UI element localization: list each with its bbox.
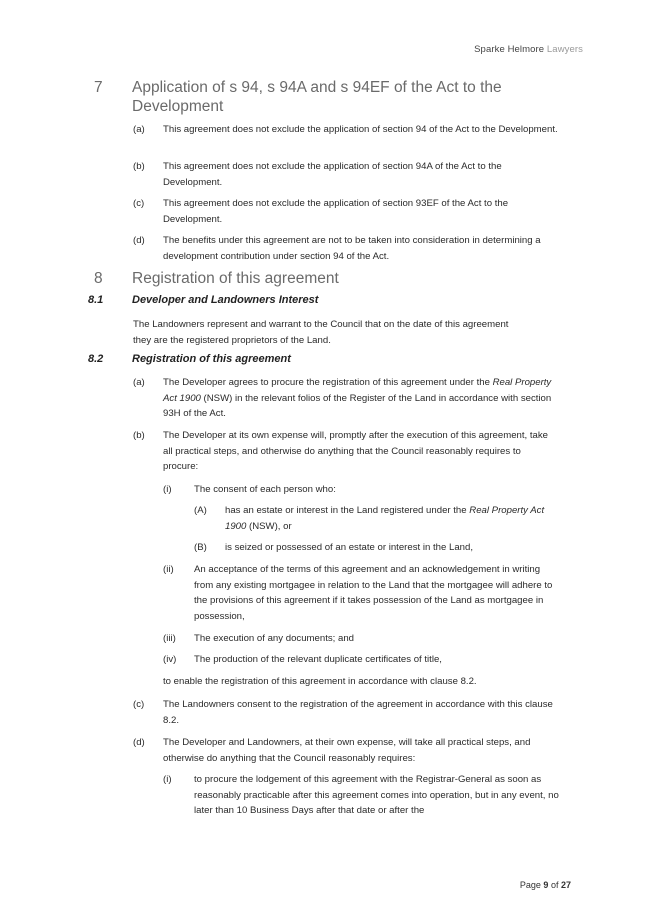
section-number: 8 (94, 270, 103, 287)
item-text: An acceptance of the terms of this agreement and an acknowledgement in writing from any existing mortgagee in relation to the Land that the mortgagee will adhere to the provisions of this agreement if it takes possession of the Land as mortgagee in possession, (194, 564, 553, 622)
firm-suffix: Lawyers (546, 44, 583, 55)
item-text: This agreement does not exclude the application of section 94 of the Act to the Development. (163, 124, 558, 135)
item-label: (B) (194, 542, 207, 553)
item-text: This agreement does not exclude the application of section 93EF of the Act to the Development. (163, 198, 509, 225)
item-label: (b) (133, 161, 145, 172)
item-label: (ii) (163, 564, 174, 575)
item-label: (d) (133, 737, 145, 748)
item-text: is seized or possessed of an estate or interest in the Land, (225, 542, 473, 553)
item-label: (c) (133, 699, 145, 710)
item-label: (d) (133, 235, 145, 246)
s8-2-b-tail: to enable the registration of this agreement in accordance with clause 8.2. (163, 676, 477, 687)
subsection-title: Registration of this agreement (132, 353, 291, 365)
item-text: to procure the lodgement of this agreement with the Registrar-General as soon as reasonably practicable after this agreement comes into operation, but in any event, no later than 10 Business Days after that date or after the (194, 774, 559, 816)
item-label: (i) (163, 484, 172, 495)
item-label: (b) (133, 430, 145, 441)
item-text: The Landowners consent to the registration of the agreement in accordance with this clause 8.2. (163, 699, 553, 726)
item-label: (iv) (163, 654, 177, 665)
subsection-title: Developer and Landowners Interest (132, 294, 319, 306)
item-text: has an estate or interest in the Land registered under the Real Property Act 1900 (NSW), or (225, 505, 545, 532)
item-text: The execution of any documents; and (194, 633, 354, 644)
firm-header (474, 44, 583, 55)
item-label: (A) (194, 505, 207, 516)
subsection-number: 8.1 (88, 294, 104, 306)
item-text: This agreement does not exclude the application of section 94A of the Act to the Development. (163, 161, 502, 188)
item-label: (iii) (163, 633, 176, 644)
item-text: The Developer agrees to procure the registration of this agreement under the Real Property Act 1900 (NSW) in the relevant folios of the Register of the Land in accordance with section 93H of the Act. (163, 377, 552, 419)
s8-1-text: The Landowners represent and warrant to the Council that on the date of this agreement they are the registered proprietors of the Land. (133, 319, 509, 346)
item-text: The Developer at its own expense will, promptly after the execution of this agreement, take all practical steps, and otherwise do anything that the Council reasonably requires to procure: (163, 430, 549, 472)
item-text: The production of the relevant duplicate certificates of title, (194, 654, 442, 665)
item-text: The benefits under this agreement are not to be taken into consideration in determining a development contribution under section 94 of the Act. (163, 235, 541, 262)
item-label: (c) (133, 198, 145, 209)
item-label: (a) (133, 377, 145, 388)
item-label: (i) (163, 774, 172, 785)
subsection-number: 8.2 (88, 353, 104, 365)
item-text: The Developer and Landowners, at their own expense, will take all practical steps, and otherwise do anything that the Council reasonably requires: (163, 737, 531, 764)
section-number: 7 (94, 79, 103, 96)
item-label: (a) (133, 124, 145, 135)
item-text: The consent of each person who: (194, 484, 336, 495)
firm-name: Sparke Helmore (474, 44, 545, 55)
section-title: Application of s 94, s 94A and s 94EF of the Act to the Development (132, 79, 502, 115)
section-title: Registration of this agreement (132, 270, 339, 287)
page-number: Page 9 of 27 (519, 880, 571, 890)
